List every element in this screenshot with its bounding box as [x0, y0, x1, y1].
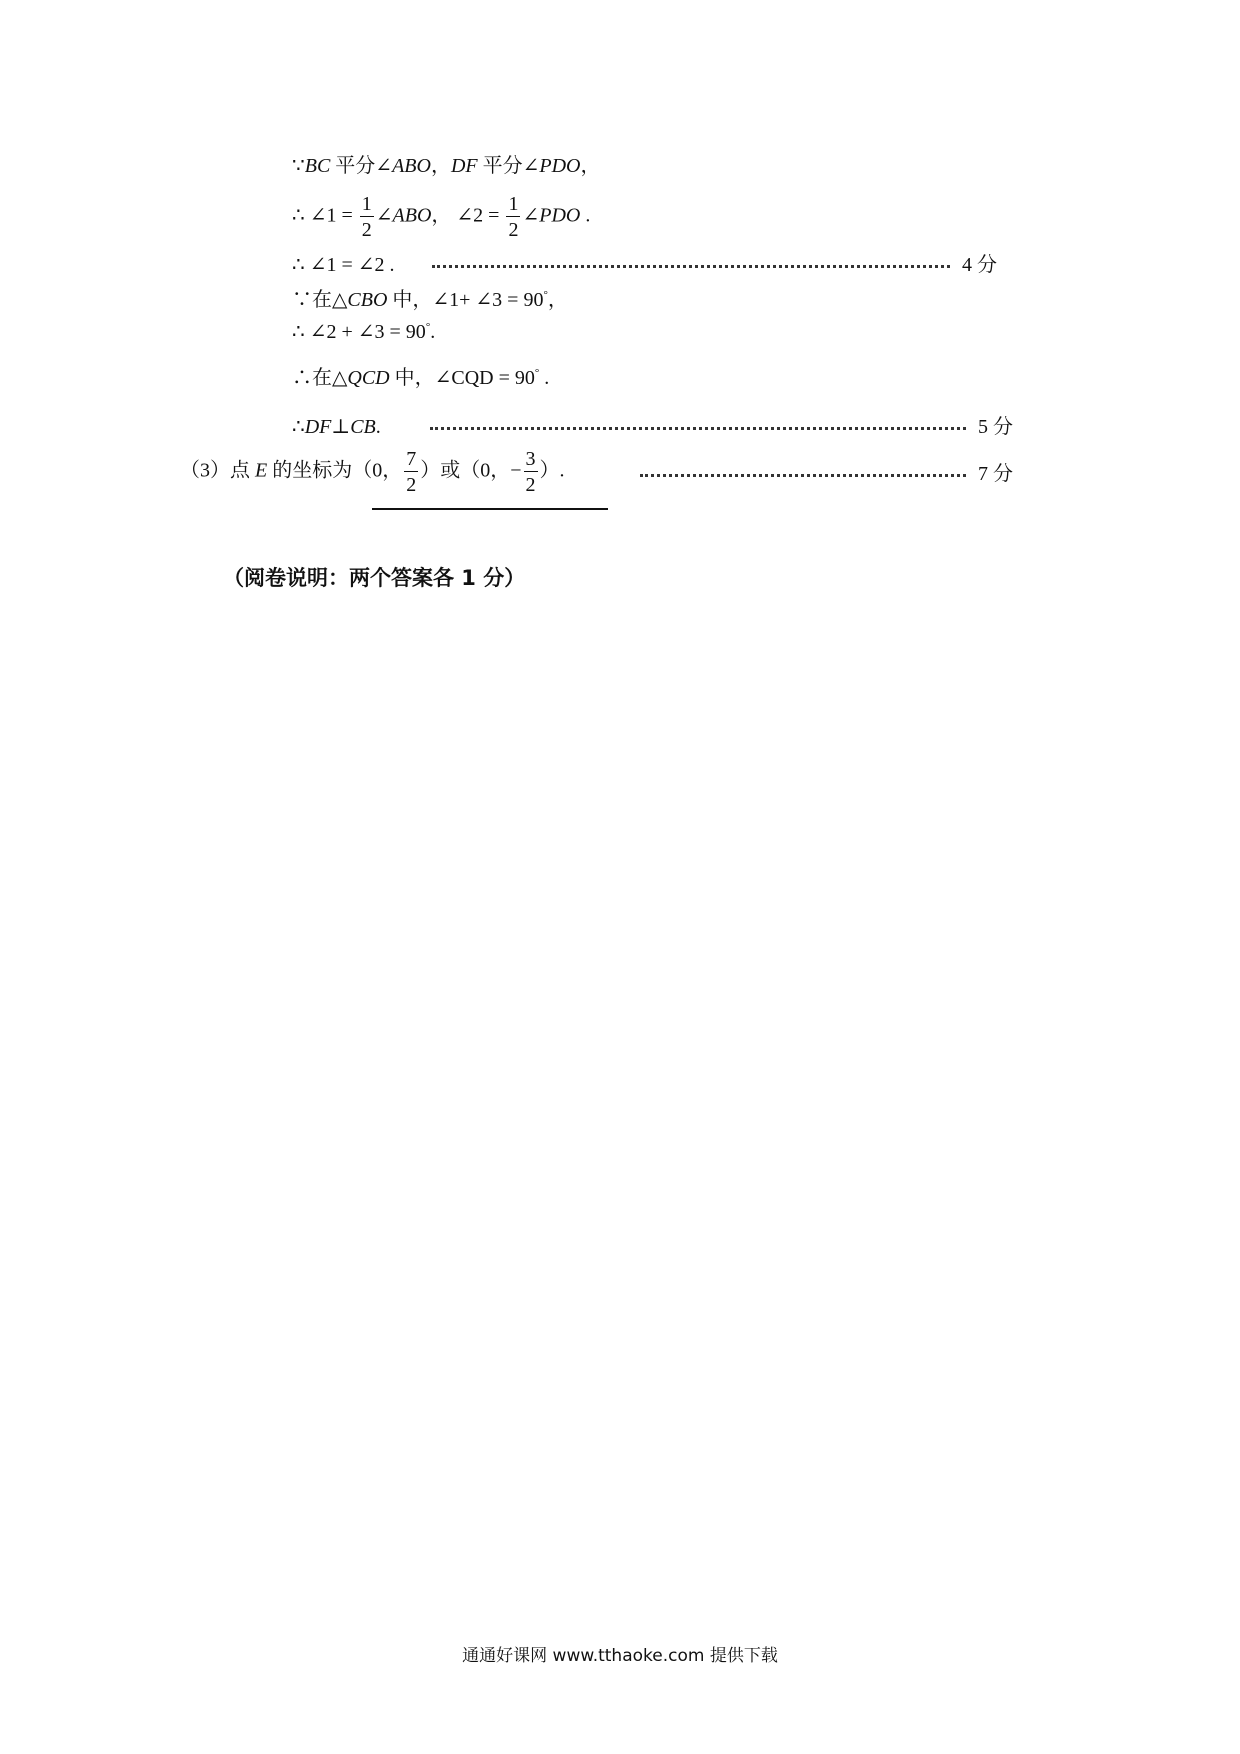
degree-sign: ° [425, 321, 431, 333]
proof-line-2 [292, 194, 590, 240]
fraction-denominator: 2 [361, 219, 372, 241]
page-footer: 通通好课网 www.tthaoke.com 提供下载 [462, 1646, 778, 1666]
period: . [430, 321, 436, 343]
fraction-seven-halves [404, 449, 418, 495]
score-5: 5 分 [978, 416, 1013, 438]
in-text: 中， [387, 289, 433, 311]
because-symbol: ∵ [292, 155, 305, 177]
proof-line-5 [292, 322, 435, 342]
angle-sum-expr-2: ∴ ∠2 + ∠3 = 90 [292, 321, 426, 343]
angle-cqd-expr: ∠CQD = 90 [434, 367, 535, 389]
minus-sign: − [510, 459, 522, 482]
period: . [539, 367, 550, 389]
therefore-in-triangle: ∴在△ [292, 367, 348, 389]
grading-note: （阅卷说明：两个答案各 1 分） [223, 566, 526, 590]
angle-abo: ABO [392, 155, 431, 177]
fraction-denominator: 2 [525, 474, 536, 496]
fraction-numerator: 1 [361, 193, 372, 215]
degree-sign: ° [543, 289, 548, 301]
closing-text: ）. [539, 459, 565, 482]
period: . [580, 204, 591, 227]
fraction-denominator: 2 [406, 474, 417, 496]
proof-line-4 [292, 290, 568, 310]
proof-line-7 [292, 417, 381, 437]
part-label: （3）点 [180, 459, 255, 482]
dotted-leader-3 [640, 474, 966, 477]
coordinate-text: 的坐标为（0， [267, 459, 403, 482]
score-7: 7 分 [978, 463, 1013, 485]
fraction-numerator: 7 [406, 448, 417, 470]
angle-equality: ∴ ∠1 = ∠2 . [292, 254, 395, 276]
triangle-qcd: QCD [347, 367, 390, 389]
score-4: 4 分 [962, 254, 997, 276]
dotted-leader-1 [432, 265, 950, 268]
fraction-half-2 [506, 194, 520, 240]
point-e: E [255, 459, 268, 482]
in-text: 中， [389, 367, 435, 389]
fraction-numerator: 1 [508, 193, 519, 215]
dotted-leader-2 [430, 427, 966, 430]
proof-line-8 [180, 449, 565, 495]
fraction-denominator: 2 [508, 219, 519, 241]
perpendicular-expr: DF⊥CB [304, 416, 376, 438]
therefore-symbol: ∴ [292, 204, 310, 227]
period: . [375, 416, 381, 438]
bisects-text: 平分∠ [330, 155, 393, 177]
comma: ， [547, 289, 568, 311]
angle-2-eq: ∠2 = [456, 204, 505, 227]
separator: ， [431, 204, 457, 227]
because-in-triangle: ∵在△ [292, 289, 348, 311]
degree-sign: ° [534, 367, 540, 379]
or-text: ）或（0， [420, 459, 511, 482]
triangle-cbo: CBO [347, 289, 388, 311]
angle-sum-expr: ∠1+ ∠3 = 90 [432, 289, 544, 311]
answer-underline [372, 508, 608, 510]
bisects-text-2: 平分∠ [477, 155, 540, 177]
angle-1-eq: ∠1 = [309, 204, 358, 227]
therefore-symbol: ∴ [292, 416, 305, 438]
angle-pdo: PDO [539, 155, 581, 177]
proof-line-6 [292, 368, 549, 388]
comma-2: ， [580, 155, 601, 177]
segment-bc: BC [304, 155, 331, 177]
proof-line-3 [292, 255, 395, 275]
fraction-half [360, 194, 374, 240]
angle-pdo-term: ∠PDO [522, 204, 581, 227]
fraction-numerator: 3 [525, 448, 536, 470]
segment-df: DF [450, 155, 478, 177]
comma: ， [430, 155, 451, 177]
proof-line-1 [292, 156, 601, 176]
angle-abo-term: ∠ABO [375, 204, 432, 227]
fraction-three-halves [524, 449, 538, 495]
